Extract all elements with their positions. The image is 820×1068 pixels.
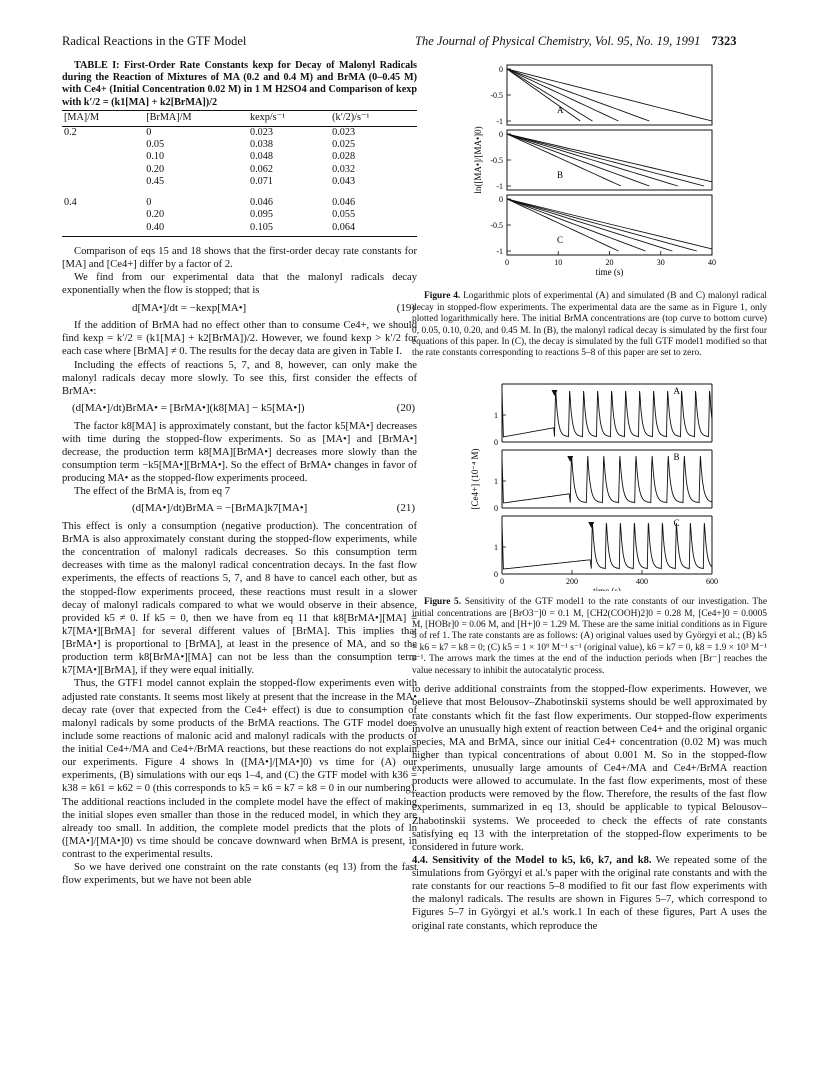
x-axis-label: time (s) — [593, 585, 621, 591]
paragraph: We find from our experimental data that the malonyl radicals decay exponentially when the flow is stopped; that is — [62, 272, 417, 297]
table-cell: 0.45 — [146, 176, 165, 188]
y-tick-label: 0 — [499, 65, 503, 74]
section-heading: 4.4. Sensitivity of the Model to k5, k6, k7, and k8. — [412, 854, 652, 866]
table-cell: 0.20 — [146, 163, 165, 175]
caption-label: Figure 5. — [424, 597, 462, 608]
y-tick-label: -0.5 — [490, 221, 503, 230]
table-header-cell: (k′/2)/s⁻¹ — [330, 110, 417, 126]
paragraph: Thus, the GTF1 model cannot explain the stopped-flow experiments even with adjusted rate constants. It seems most likely at present that the increase in the MA• decay rate (over that expected from the Ce4+ effect) is due to consumption of malonyl radicals by some products of the BrMA reactions. The GTF model does include some reactions of malonic acid and malonyl radicals with the products of the initial Ce4+/MA and Ce4+/BrMA reactions, but these reactions do not explain our experiments. Figure 4 shows ln ([MA•]/[MA•]0) vs time for (A) our experiments, (B) simulations with our eqs 1–4, and (C) the GTF model with k36 = k38 = k61 = k62 = 0 (this corresponds to k5 = k6 = k7 = k8 = 0 in our numbering). The additional reactions included in the complete model have the effect of making the initial slopes even smaller than those in the reduced model, in which they are already too small. In addition, the complete model predicts that the plots of ln ([MA•]/[MA•]0) vs time should be concave downward when BrMA is present, in contrast to the experimental results. — [62, 678, 417, 861]
oscillation-trace — [502, 456, 712, 503]
x-axis-label: time (s) — [595, 267, 624, 277]
table-cell: 0.05 — [146, 139, 165, 151]
table-cell: 0.10 — [146, 151, 165, 163]
decay-curve — [507, 69, 712, 121]
table-row — [62, 209, 417, 221]
table-cell: 0.023 — [332, 126, 356, 138]
x-tick-label: 30 — [656, 258, 665, 267]
paragraph: If the addition of BrMA had no effect other than to consume Ce4+, we should find kexp = k′/2 ≡ (k1[MA] + k2[BrMA])/2. However, we found kexp > k′/2 for each case where [BrMA] ≠ 0. The results for the decay data are given in Table I. — [62, 320, 417, 358]
equation-20 — [62, 398, 417, 420]
x-tick-label: 400 — [636, 576, 648, 586]
table-cell: 0.40 — [144, 222, 248, 237]
decay-curve — [507, 134, 649, 186]
y-tick-label: -1 — [496, 117, 503, 126]
table-header-cell: [MA]/M — [62, 110, 144, 126]
table-cell: 0.055 — [332, 209, 356, 221]
table-header-cell: [BrMA]/M — [144, 110, 248, 126]
table-cell — [62, 139, 144, 151]
arrow-icon — [552, 390, 558, 396]
running-header-left: Radical Reactions in the GTF Model — [62, 34, 247, 48]
decay-curve — [507, 69, 649, 121]
table-header-cell: kexp/s⁻¹ — [248, 110, 330, 126]
table-cell: 0.038 — [249, 139, 273, 151]
table-row — [62, 151, 417, 163]
decay-curve — [507, 199, 672, 251]
table-row — [62, 189, 417, 209]
y-tick-label: 0 — [494, 569, 498, 579]
y-tick-label: -1 — [496, 182, 503, 191]
table-cell: 0.062 — [249, 163, 273, 175]
equation-number: (19) — [396, 301, 415, 314]
table-row — [62, 222, 417, 237]
decay-curve — [507, 199, 646, 251]
table-cell — [62, 176, 144, 188]
paragraph: This effect is only a consumption (negative production). The concentration of BrMA is also approximately constant during the stopped-flow experiments, while the concentration of malonyl radicals decreases. So this consumption term decreases with time as the malonyl radical concentration decays. In the fast flow experiments, the effects of reactions 5, 7, and 8 have to cancel each other, but as the stopped-flow experiments proceed, these reactions must result in a slower decay of malonyl radicals compared to what we would observe in their absence, provided k5 ≠ 0. If k5 = 0, then we have from eq 11 that k8[BrMA•][MA] = k7[MA•][BrMA] for several different values of [BrMA]. This implies that [BrMA•] is proportional to [BrMA], at least in the presence of MA, and so the production term k8[BrMA•][MA] can not be less than the consumption term k7[MA•][BrMA], if they were equal initially. — [62, 520, 417, 677]
panel-label: B — [673, 451, 680, 462]
table-row — [62, 139, 417, 151]
y-tick-label: -0.5 — [490, 91, 503, 100]
table-cell — [62, 222, 144, 237]
x-tick-label: 200 — [566, 576, 578, 586]
y-tick-label: 0 — [494, 437, 498, 447]
y-axis-label: [Ce4+] (10⁻⁴ M) — [470, 448, 480, 510]
oscillation-trace — [502, 391, 712, 437]
panel-label: C — [673, 517, 680, 528]
paragraph-text: We repeated some of the simulations from Györgyi et al.'s paper with the original rate constants and with the rate constants for our reactions 5–8 modified to fit our fast flow experiments with the malonyl radicals. The results are shown in Figures 5–7, which correspond to Figures 5–7 in Györgyi et al.'s work.1 In each of these figures, Part A uses the original rate constants, which reproduce the — [412, 854, 767, 932]
paragraph: The factor k8[MA] is approximately constant, but the factor k5[MA•] decreases with time during the stopped-flow experiments. So as [MA•] and [BrMA•] decrease, the production term k8[MA][BrMA•] decreases more slowly than the consumption term −k5[MA•][BrMA•]. So the effect of BrMA• changes in favor of producing MA• as the stopped-flow experiments proceed. — [62, 420, 417, 485]
equation-19 — [62, 298, 417, 320]
y-tick-label: 1 — [494, 410, 498, 420]
equation-number: (21) — [396, 502, 415, 515]
x-tick-label: 20 — [605, 258, 614, 267]
running-header-right — [415, 34, 737, 49]
equation-21 — [62, 498, 417, 520]
table-cell: 0.032 — [332, 163, 356, 175]
y-tick-label: -0.5 — [490, 156, 503, 165]
x-tick-label: 10 — [554, 258, 563, 267]
page-number: 7323 — [711, 34, 737, 48]
y-tick-label: 0 — [499, 130, 503, 139]
table-cell: 0.064 — [330, 222, 417, 237]
figure-4-caption — [412, 291, 767, 360]
y-axis-label: ln([MA•]/[MA•]0) — [473, 126, 483, 194]
figure-5-plot — [412, 366, 767, 591]
panel-label: B — [557, 170, 564, 180]
decay-curve — [507, 134, 621, 186]
x-tick-label: 40 — [708, 258, 716, 267]
table-row — [62, 126, 417, 139]
x-tick-label: 0 — [505, 258, 509, 267]
caption-text: Sensitivity of the GTF model1 to the rate constants of our investigation. The initial concentrations are [BrO3⁻]0 = 0.1 M, [CH2(COOH)2]0 = 0.28 M, [Ce4+]0 = 0.0005 M, [HOBr]0 = 0.06 M, and [H+]0 = 1.29 M. These are the same initial conditions as in Figure 5 of ref 1. The rate constants are as follows: (A) original values used by Györgyi et al.; (B) k5 = k6 = k7 = k8 = 0; (C) k5 = 1 × 10⁹ M⁻¹ s⁻¹ (original value), k6 = k7 = 0, k8 = 1.9 × 10³ M⁻¹ s⁻¹. The arrows mark the times at the end of the induction periods when [Br⁻] reaches the value necessary to inhibit the autocatalytic process. — [412, 597, 767, 676]
equation: (d[MA•]/dt)BrMA = −[BrMA]k7[MA•] — [132, 502, 308, 515]
decay-curve — [507, 199, 712, 249]
y-tick-label: -1 — [496, 247, 503, 256]
table-cell: 0.071 — [249, 176, 273, 188]
table-cell: 0 — [146, 126, 152, 138]
decay-curve — [507, 134, 678, 186]
table-cell: 0.046 — [332, 196, 356, 208]
y-tick-label: 1 — [494, 476, 498, 486]
table-cell: 0.4 — [64, 196, 77, 208]
table-cell: 0.023 — [249, 126, 273, 138]
panel-label: A — [557, 105, 564, 115]
table-caption: TABLE I: First-Order Rate Constants kexp for Decay of Malonyl Radicals during the Reaction of Mixtures of MA (0.2 and 0.4 M) and BrMA (0–0.45 M) with Ce4+ (Initial Concentration 0.02 M) in 1 M H2SO4 and Comparison of kexp with k′/2 = (k1[MA] + k2[BrMA])/2 — [62, 60, 417, 108]
oscillation-trace — [502, 523, 712, 569]
x-tick-label: 600 — [706, 576, 718, 586]
paragraph: to derive additional constraints from the stopped-flow experiments. However, we believe that most Belousov–Zhabotinskii systems should be well approximated by rate constants which fit the fast flow experiments. Our stopped-flow experiments involve an unusually high extent of reaction between Ce4+ and the original organic species, MA and BrMA, since our initial Ce4+ concentration (0.02 M) was much higher than typical concentrations of about 0.001 M. So in the stopped-flow experiments, unusually large amounts of Ce4+/MA and Ce4+/BrMA reaction products were allowed to accumulate. In the fast flow experiments, most of these reaction products were removed by the flow. Therefore, the results of the fast flow experiments, summarized in eq 13, should be applicable to typical Belousov–Zhabotinskii systems. We proceeded to check the effects of rate constants satisfying eq 13 with the interpretation of the stopped-flow experiments to be considered in future work. — [412, 684, 767, 853]
table-cell — [62, 164, 144, 176]
table-cell — [62, 151, 144, 163]
table-row — [62, 164, 417, 176]
table-row — [62, 176, 417, 188]
paragraph: Including the effects of reactions 5, 7, and 8, however, can only make the malonyl radicals decay more slowly. To see this, first consider the effects of BrMA•: — [62, 359, 417, 397]
table-cell: 0.025 — [332, 139, 356, 151]
caption-label: Figure 4. — [424, 291, 461, 302]
table-cell — [62, 209, 144, 221]
figure-5-caption — [412, 597, 767, 677]
y-tick-label: 0 — [499, 195, 503, 204]
y-tick-label: 0 — [494, 503, 498, 513]
paragraph: The effect of the BrMA is, from eq 7 — [74, 486, 231, 498]
table-cell: 0.043 — [332, 176, 356, 188]
panel-label: A — [673, 385, 680, 396]
table-cell: 0.20 — [146, 209, 165, 221]
arrow-icon — [588, 522, 594, 528]
table-cell: 0.095 — [249, 209, 273, 221]
decay-curve — [507, 69, 580, 121]
y-tick-label: 1 — [494, 542, 498, 552]
paragraph: So we have derived one constraint on the rate constants (eq 13) from the fast flow experiments, but we have not been able — [62, 862, 417, 887]
table-cell: 0.046 — [249, 196, 273, 208]
decay-curve — [507, 134, 704, 186]
decay-curve — [507, 69, 592, 121]
journal-citation: The Journal of Physical Chemistry, Vol. 95, No. 19, 1991 — [415, 34, 701, 48]
paragraph: Comparison of eqs 15 and 18 shows that the first-order decay rate constants for [MA] and [Ce4+] differ by a factor of 2. — [62, 246, 417, 271]
panel-frame — [507, 195, 712, 255]
right-column — [412, 60, 767, 933]
table-cell: 0.028 — [332, 151, 356, 163]
equation: (d[MA•]/dt)BrMA• = [BrMA•](k8[MA] − k5[MA•]) — [72, 401, 305, 414]
caption-text: Logarithmic plots of experimental (A) and simulated (B and C) malonyl radical decay in stopped-flow experiments. The experimental data are the same as in Figure 1, only plotted logarithmically here. The initial BrMA concentrations are (top curve to bottom curve) 0, 0.05, 0.10, 0.20, and 0.45 M. In (B), the malonyl radical decay is simulated by the first four equations of this paper. In (C), the decay is simulated by the full GTF model1 modified so that the rate constants corresponding to reactions 5–8 of this paper are set to zero. — [412, 291, 767, 359]
figure-4 — [412, 60, 767, 289]
table-cell: 0.048 — [249, 151, 273, 163]
table-cell: 0.2 — [64, 126, 77, 138]
x-tick-label: 0 — [500, 576, 504, 586]
equation: d[MA•]/dt = −kexp[MA•] — [132, 301, 247, 314]
table-cell: 0.105 — [248, 222, 330, 237]
equation-number: (20) — [396, 401, 415, 414]
decay-curve — [507, 134, 712, 182]
table-cell: 0 — [146, 196, 152, 208]
panel-label: C — [557, 235, 564, 245]
figure-4-plot — [412, 60, 767, 285]
rate-constant-table — [62, 110, 417, 237]
figure-5 — [412, 366, 767, 595]
left-column — [62, 60, 417, 887]
